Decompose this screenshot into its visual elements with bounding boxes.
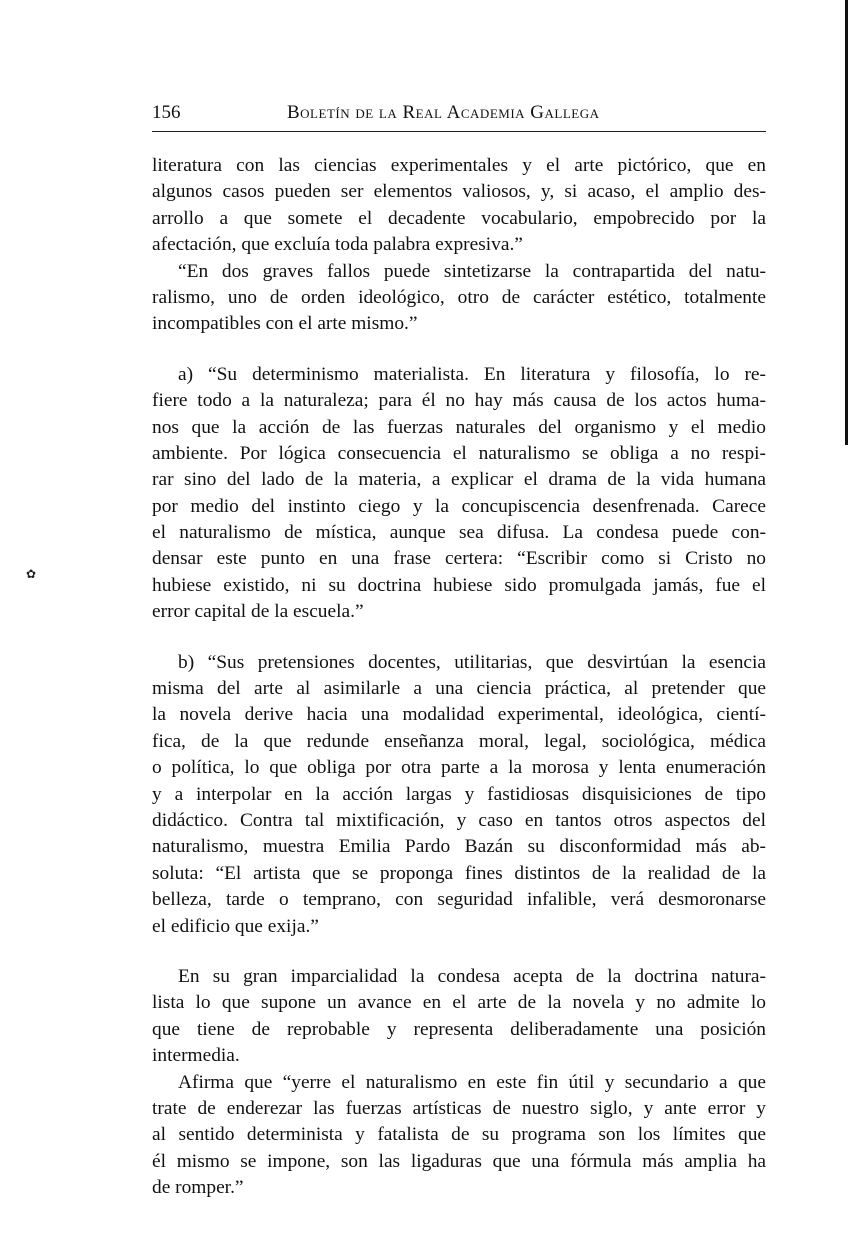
text-line: a) “Su determinismo materialista. En literatura y filosofía, lo re- bbox=[178, 363, 766, 385]
running-head: Boletín de la Real Academia Gallega bbox=[287, 102, 600, 123]
text-line: él mismo se impone, son las ligaduras que una fórmula más amplia ha bbox=[152, 1150, 766, 1172]
text-line: ambiente. Por lógica consecuencia el naturalismo se obliga a no respi- bbox=[152, 442, 766, 464]
text-line: misma del arte al asimilarle a una ciencia práctica, al pretender que bbox=[152, 678, 766, 700]
text-line: algunos casos pueden ser elementos valiosos, y, si acaso, el amplio des- bbox=[152, 181, 766, 203]
text-line: de romper.” bbox=[152, 1177, 244, 1199]
text-line: arrollo a que somete el decadente vocabulario, empobrecido por la bbox=[152, 207, 766, 229]
scan-edge-line bbox=[845, 0, 848, 445]
header-rule bbox=[152, 131, 766, 132]
text-line: Afirma que “yerre el naturalismo en este fin útil y secundario a que bbox=[178, 1071, 766, 1093]
text-line: hubiese existido, ni su doctrina hubiese sido promulgada jamás, fue el bbox=[152, 574, 766, 596]
text-line: fica, de la que redunde enseñanza moral, legal, sociológica, médica bbox=[152, 730, 766, 752]
text-line: ralismo, uno de orden ideológico, otro de carácter estético, totalmente bbox=[152, 286, 766, 308]
page-number: 156 bbox=[152, 102, 181, 123]
text-line: por medio del instinto ciego y la concupiscencia desenfrenada. Carece bbox=[152, 495, 766, 517]
text-line: belleza, tarde o temprano, con seguridad infalible, verá desmoronarse bbox=[152, 889, 766, 911]
text-line: soluta: “El artista que se proponga fines distintos de la realidad de la bbox=[152, 862, 766, 884]
text-line: lista lo que supone un avance en el arte de la novela y no admite lo bbox=[152, 992, 766, 1014]
text-line: fiere todo a la naturaleza; para él no hay más causa de los actos huma- bbox=[152, 390, 766, 412]
page-header bbox=[152, 102, 766, 130]
paragraph bbox=[152, 964, 766, 1070]
text-line: literatura con las ciencias experimentales y el arte pictórico, que en bbox=[152, 155, 766, 176]
body-text bbox=[152, 153, 766, 1201]
text-line: o política, lo que obliga por otra parte a la morosa y lenta enumeración bbox=[152, 757, 766, 779]
text-line: naturalismo, muestra Emilia Pardo Bazán su disconformidad más ab- bbox=[152, 836, 766, 858]
text-line: trate de enderezar las fuerzas artísticas de nuestro siglo, y ante error y bbox=[152, 1097, 766, 1119]
text-line: que tiene de reprobable y representa deliberadamente una posición bbox=[152, 1018, 766, 1040]
margin-ornament-icon: ✿ bbox=[26, 567, 37, 581]
text-line: intermedia. bbox=[152, 1045, 240, 1067]
text-line: error capital de la escuela.” bbox=[152, 601, 364, 623]
text-line: el edificio que exija.” bbox=[152, 915, 319, 937]
text-line: rar sino del lado de la materia, a explicar el drama de la vida humana bbox=[152, 469, 766, 491]
text-line: al sentido determinista y fatalista de su programa son los límites que bbox=[152, 1124, 766, 1146]
text-line: “En dos graves fallos puede sintetizarse la contrapartida del natu- bbox=[178, 260, 766, 282]
paragraph bbox=[152, 153, 766, 259]
text-line: nos que la acción de las fuerzas naturales del organismo y el medio bbox=[152, 416, 766, 438]
text-line: y a interpolar en la acción largas y fastidiosas disquisiciones de tipo bbox=[152, 783, 766, 805]
paragraph bbox=[152, 259, 766, 338]
text-line: b) “Sus pretensiones docentes, utilitarias, que desvirtúan la esencia bbox=[178, 651, 766, 673]
text-line: densar este punto en una frase certera: “Escribir como si Cristo no bbox=[152, 548, 766, 570]
text-line: afectación, que excluía toda palabra expresiva.” bbox=[152, 234, 523, 256]
paragraph-item-a bbox=[152, 362, 766, 626]
text-line: la novela derive hacia una modalidad experimental, ideológica, cientí- bbox=[152, 704, 766, 726]
text-line: incompatibles con el arte mismo.” bbox=[152, 313, 418, 335]
text-line: didáctico. Contra tal mixtificación, y caso en tantos otros aspectos del bbox=[152, 809, 766, 831]
text-line: En su gran imparcialidad la condesa acepta de la doctrina natura- bbox=[178, 965, 766, 987]
paragraph-item-b bbox=[152, 650, 766, 940]
paragraph bbox=[152, 1070, 766, 1202]
text-line: el naturalismo de mística, aunque sea difusa. La condesa puede con- bbox=[152, 522, 766, 544]
